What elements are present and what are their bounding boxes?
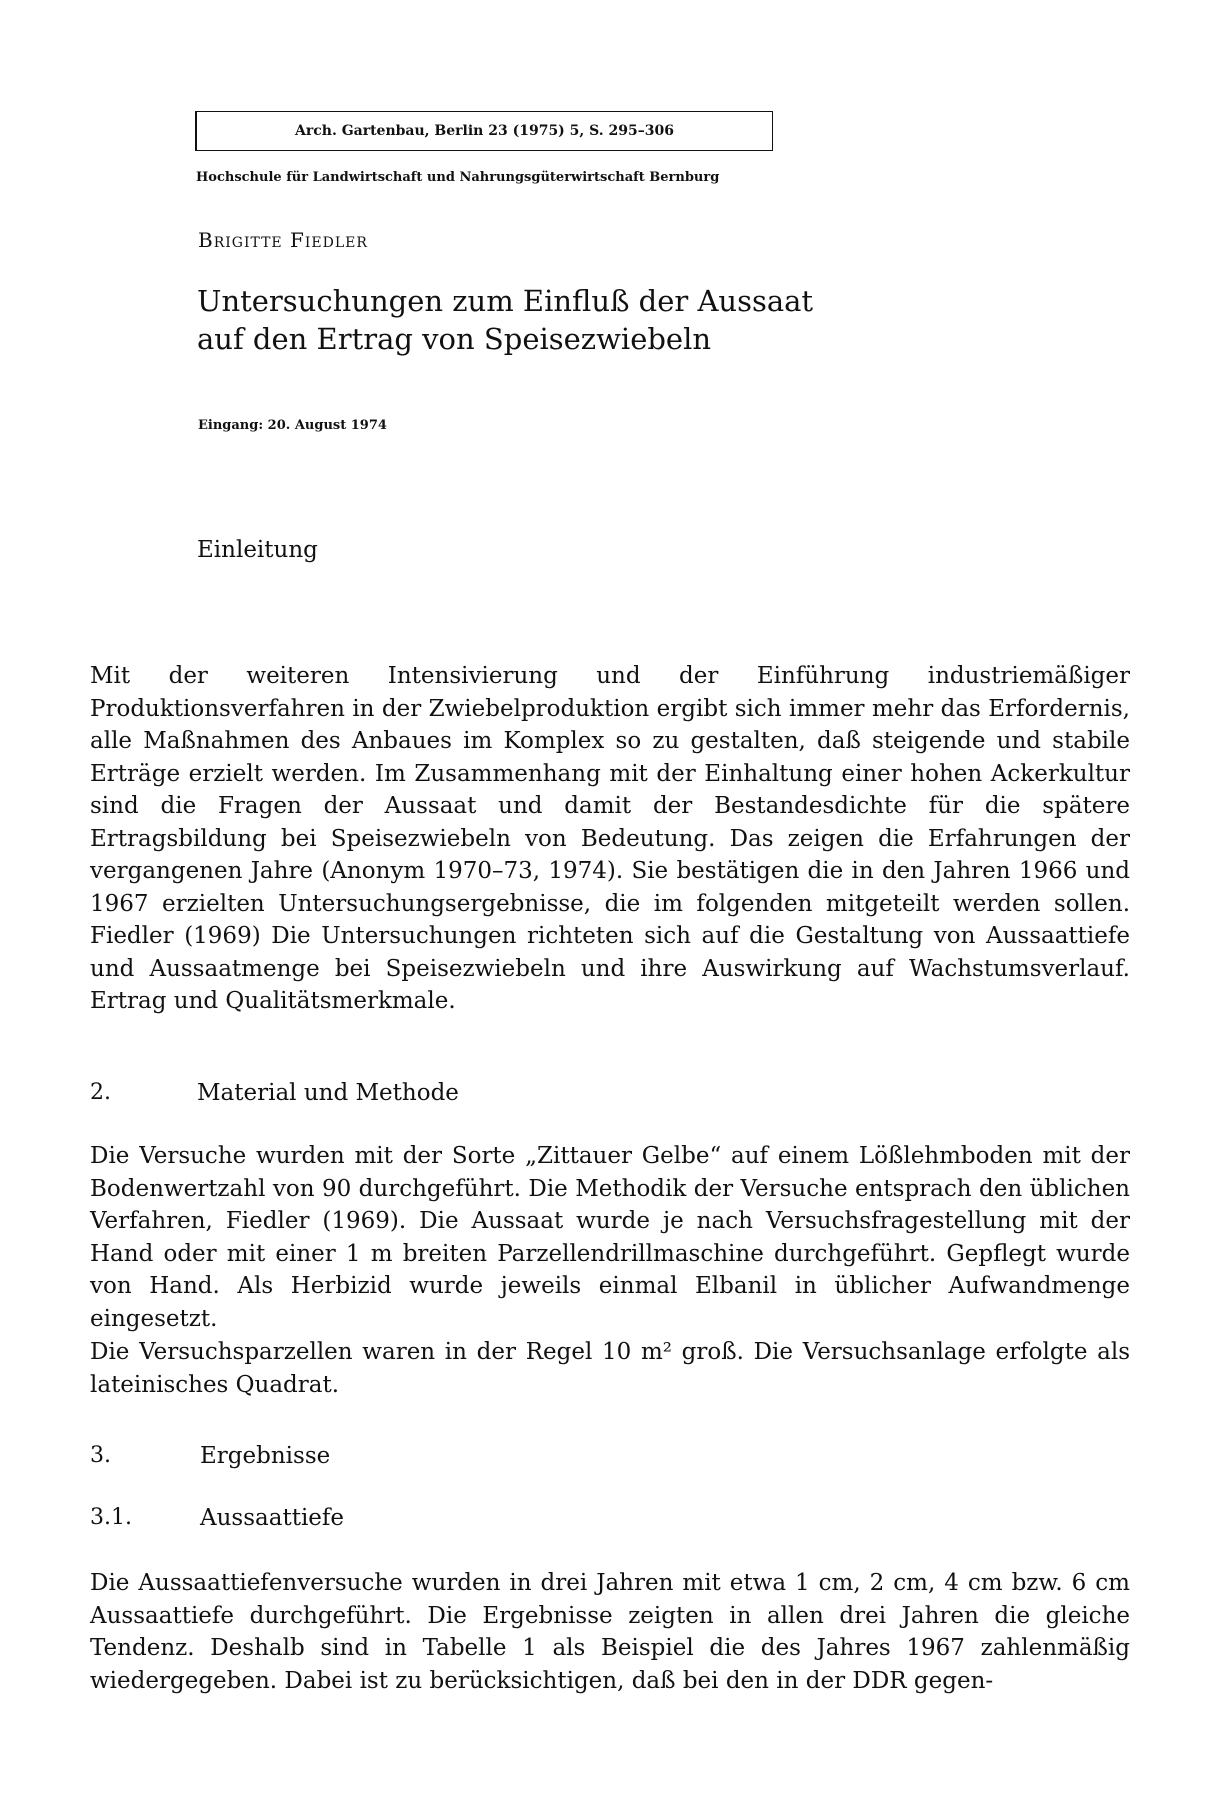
received-date: Eingang: 20. August 1974	[198, 418, 387, 433]
section-heading-methods: Material und Methode	[197, 1080, 459, 1106]
section-heading-intro: Einleitung	[197, 537, 318, 563]
journal-reference: Arch. Gartenbau, Berlin 23 (1975) 5, S. 295–306	[295, 123, 674, 139]
methods-paragraph-2: Die Versuchsparzellen waren in der Regel 10 m² groß. Die Versuchsanlage erfolgte als lateinisches Quadrat.	[90, 1339, 1130, 1398]
section-heading-results: Ergebnisse	[200, 1443, 331, 1469]
depth-paragraph: Die Aussaattiefenversuche wurden in drei Jahren mit etwa 1 cm, 2 cm, 4 cm bzw. 6 cm Aussaattiefe durchgeführt. Die Ergebnisse zeigten in allen drei Jahren die gleiche Tendenz. Deshalb sind in Tabelle 1 als Beispiel die des Jahres 1967 zahlenmäßig wiedergegeben. Dabei ist zu berücksichtigen, daß bei den in der DDR gegen-	[90, 1570, 1130, 1694]
section-number-depth: 3.1.	[90, 1505, 132, 1530]
section-heading-depth: Aussaattiefe	[200, 1505, 345, 1531]
institution: Hochschule für Landwirtschaft und Nahrungsgüterwirtschaft Bernburg	[196, 170, 720, 185]
journal-citation-box	[195, 111, 773, 151]
author-name: Brigitte Fiedler	[198, 228, 368, 252]
section-number-results: 3.	[90, 1443, 111, 1468]
methods-paragraph-1: Die Versuche wurden mit der Sorte „Zittauer Gelbe“ auf einem Lößlehmboden mit der Bodenwertzahl von 90 durchgeführt. Die Methodik der Versuche entsprach den üblichen Verfahren, Fiedler (1969). Die Aussaat wurde je nach Versuchsfragestellung mit der Hand oder mit einer 1 m breiten Parzellendrillmaschine durchgeführt. Gepflegt wurde von Hand. Als Herbizid wurde jeweils einmal Elbanil in üblicher Aufwandmenge eingesetzt.	[90, 1143, 1130, 1332]
paper-title: Untersuchungen zum Einfluß der Aussaat auf den Ertrag von Speisezwiebeln	[197, 284, 814, 356]
intro-paragraph: Mit der weiteren Intensivierung und der Einführung industriemäßiger Produktionsverfahren in der Zwiebelproduktion ergibt sich immer mehr das Erfordernis, alle Maßnahmen des Anbaues im Komplex so zu gestalten, daß steigende und stabile Erträge erzielt werden. Im Zusammenhang mit der Einhaltung einer hohen Ackerkultur sind die Fragen der Aussaat und damit der Bestandesdichte für die spätere Ertragsbildung bei Speisezwiebeln von Bedeutung. Das zeigen die Erfahrungen der vergangenen Jahre (Anonym 1970–73, 1974). Sie bestätigen die in den Jahren 1966 und 1967 erzielten Untersuchungsergebnisse, die im folgenden mitgeteilt werden sollen. Fiedler (1969) Die Untersuchungen richteten sich auf die Gestaltung von Aussaattiefe und Aussaatmenge bei Speisezwiebeln und ihre Auswirkung auf Wachstumsverlauf. Ertrag und Qualitätsmerkmale.	[90, 663, 1130, 1014]
section-number-methods: 2.	[90, 1080, 111, 1105]
